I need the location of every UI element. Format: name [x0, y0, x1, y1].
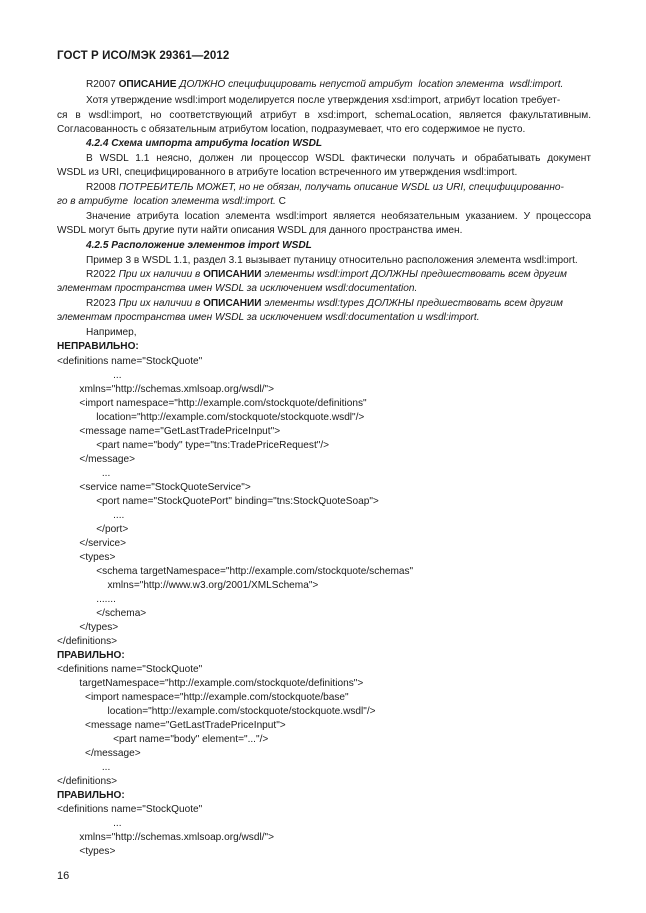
- code-line: </definitions>: [57, 636, 118, 647]
- code-line: ....: [57, 510, 125, 521]
- code-line: xmlns="http://www.w3.org/2001/XMLSchema">: [57, 580, 319, 591]
- req-r2022-cont: элементам пространства имен WSDL за исключением wsdl:documentation.: [57, 283, 418, 294]
- code-line: <schema targetNamespace="http://example.com/stockquote/schemas": [57, 566, 414, 577]
- right-label: ПРАВИЛЬНО:: [57, 790, 125, 801]
- code-line: </types>: [57, 622, 119, 633]
- code-line: <service name="StockQuoteService">: [57, 482, 251, 493]
- code-line: <types>: [57, 552, 116, 563]
- para-line: Хотя утверждение wsdl:import моделируется после утверждения xsd:import, атрибут location требует-: [86, 95, 561, 106]
- code-line: <message name="GetLastTradePriceInput">: [57, 426, 281, 437]
- code-line: location="http://example.com/stockquote/stockquote.wsdl"/>: [57, 412, 365, 423]
- req-tail: С: [275, 196, 286, 207]
- req-id: R2008: [86, 182, 119, 193]
- code-line: <part name="body" type="tns:TradePriceRequest"/>: [57, 440, 330, 451]
- code-line: <import namespace="http://example.com/stockquote/definitions": [57, 398, 367, 409]
- code-line: targetNamespace="http://example.com/stockquote/definitions">: [57, 678, 364, 689]
- req-keyword: ОПИСАНИИ: [203, 269, 262, 280]
- code-line: </message>: [57, 748, 141, 759]
- section-heading-4-2-5: 4.2.5 Расположение элементов import WSDL: [86, 240, 312, 251]
- req-id: R2023: [86, 298, 119, 309]
- code-line: <definitions name="StockQuote": [57, 804, 203, 815]
- code-line: ...: [57, 468, 111, 479]
- req-text: элементы wsdl:import ДОЛЖНЫ предшествовать всем другим: [261, 269, 567, 280]
- req-text: При их наличии в: [118, 269, 204, 280]
- code-line: </message>: [57, 454, 135, 465]
- code-line: <definitions name="StockQuote": [57, 664, 203, 675]
- code-line: <types>: [57, 846, 116, 857]
- code-line: </service>: [57, 538, 127, 549]
- para-line: Значение атрибута location элемента wsdl:import является необязательным указанием. У процессора: [86, 211, 591, 222]
- section-heading-4-2-4: 4.2.4 Схема импорта атрибута location WSDL: [86, 138, 323, 149]
- code-line: location="http://example.com/stockquote/stockquote.wsdl"/>: [57, 706, 376, 717]
- req-text: элементы wsdl:types ДОЛЖНЫ предшествовать всем другим: [261, 298, 563, 309]
- req-text: При их наличии в: [118, 298, 204, 309]
- req-r2022: [86, 268, 591, 281]
- code-line: </definitions>: [57, 776, 118, 787]
- req-r2008-cont: [57, 195, 591, 208]
- req-r2023: [86, 297, 591, 310]
- req-keyword: ОПИСАНИЕ: [118, 79, 177, 90]
- code-line: <part name="body" element="..."/>: [57, 734, 269, 745]
- code-line: .......: [57, 594, 116, 605]
- code-line: <import namespace="http://example.com/stockquote/base": [57, 692, 349, 703]
- para-line: ся в wsdl:import, но соответствующий атрибут в xsd:import, schemaLocation, является факультативным.: [57, 110, 591, 121]
- wrong-label: НЕПРАВИЛЬНО:: [57, 341, 139, 352]
- para-line: WSDL из URI, специфицированного в атрибуте location встреченного им утверждения wsdl:import.: [57, 167, 518, 178]
- req-id: R2022: [86, 269, 119, 280]
- document-header: ГОСТ Р ИСО/МЭК 29361—2012: [57, 50, 230, 62]
- right-label: ПРАВИЛЬНО:: [57, 650, 125, 661]
- req-id: R2007: [86, 79, 119, 90]
- code-line: ...: [57, 818, 122, 829]
- req-text: ДОЛЖНО специфицировать непустой атрибут location элемента wsdl:import.: [176, 79, 564, 90]
- req-text: го в атрибуте location элемента wsdl:import.: [57, 196, 276, 207]
- code-line: xmlns="http://schemas.xmlsoap.org/wsdl/">: [57, 832, 274, 843]
- code-line: <message name="GetLastTradePriceInput">: [57, 720, 286, 731]
- req-r2008: [86, 181, 591, 194]
- req-keyword: ОПИСАНИИ: [203, 298, 262, 309]
- para-line: В WSDL 1.1 неясно, должен ли процессор WSDL фактически получать и обрабатывать документ: [86, 153, 591, 164]
- example-intro: Например,: [86, 327, 137, 338]
- code-line: ...: [57, 370, 122, 381]
- para-line: Пример 3 в WSDL 1.1, раздел 3.1 вызывает путаницу относительно расположения элемента wsdl:import.: [86, 255, 578, 266]
- code-line: ...: [57, 762, 111, 773]
- req-text: ПОТРЕБИТЕЛЬ МОЖЕТ, но не обязан, получать описание WSDL из URI, специфицированно-: [118, 182, 564, 193]
- para-line: WSDL могут быть другие пути найти описания WSDL для данного пространства имен.: [57, 225, 463, 236]
- para-line: Согласованность с обязательным атрибутом location, подразумевает, что его содержимое не пусто.: [57, 124, 526, 135]
- code-line: <port name="StockQuotePort" binding="tns:StockQuoteSoap">: [57, 496, 379, 507]
- req-r2023-cont: элементам пространства имен WSDL за исключением wsdl:documentation и wsdl:import.: [57, 312, 480, 323]
- code-line: </port>: [57, 524, 129, 535]
- code-line: </schema>: [57, 608, 147, 619]
- page-number: 16: [57, 870, 70, 882]
- req-r2007: [86, 78, 620, 91]
- code-line: xmlns="http://schemas.xmlsoap.org/wsdl/">: [57, 384, 274, 395]
- code-line: <definitions name="StockQuote": [57, 356, 203, 367]
